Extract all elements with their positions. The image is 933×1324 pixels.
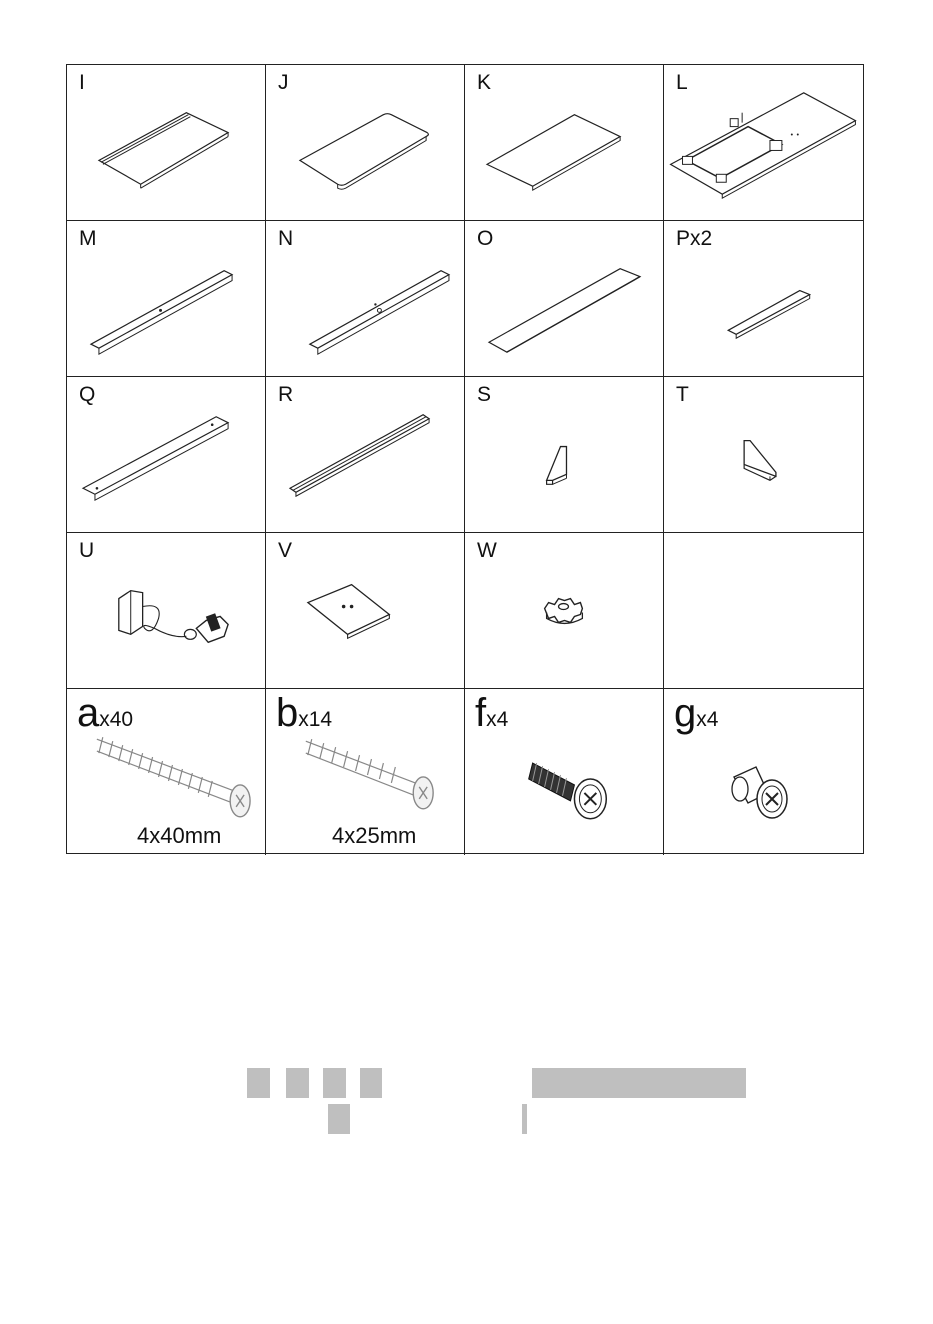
part-cell-j xyxy=(266,65,465,221)
hardware-cell-g xyxy=(664,689,863,855)
part-label: N xyxy=(278,227,294,250)
part-cell-u xyxy=(67,533,266,689)
part-label: I xyxy=(79,71,85,94)
part-cell-m xyxy=(67,221,266,377)
part-cell-t xyxy=(664,377,863,533)
part-cell-s xyxy=(465,377,664,533)
screw-size-label: 4x40mm xyxy=(137,823,222,848)
redacted-block xyxy=(328,1104,350,1134)
hardware-label: bx14 xyxy=(276,691,333,735)
part-label: U xyxy=(79,539,95,562)
hardware-cell-a xyxy=(67,689,266,855)
long-rail-holes-icon xyxy=(266,221,464,376)
hardware-label: ax40 xyxy=(77,691,134,735)
part-label: K xyxy=(477,71,492,94)
redacted-block xyxy=(360,1068,382,1098)
hardware-label: fx4 xyxy=(475,691,509,735)
part-cell-l xyxy=(664,65,863,221)
part-label: M xyxy=(79,227,97,250)
cap-bolt-icon xyxy=(664,689,863,855)
part-cell-o xyxy=(465,221,664,377)
machine-bolt-icon xyxy=(465,689,663,855)
redacted-block xyxy=(323,1068,346,1098)
part-cell-w xyxy=(465,533,664,689)
redacted-block xyxy=(247,1068,270,1098)
power-cable-knob-icon xyxy=(67,533,265,688)
slotted-rail-icon xyxy=(67,377,265,532)
hardware-cell-b xyxy=(266,689,465,855)
hardware-cell-f xyxy=(465,689,664,855)
mounting-plate-icon xyxy=(266,533,464,688)
flat-board-icon xyxy=(465,65,663,220)
desk-frame-board-icon xyxy=(664,65,863,220)
bracket-left-icon xyxy=(465,377,663,532)
part-label: Px2 xyxy=(676,227,713,250)
part-cell-k xyxy=(465,65,664,221)
part-cell-n xyxy=(266,221,465,377)
screw-size-label: 4x25mm xyxy=(332,823,417,848)
short-rail-icon xyxy=(664,221,863,376)
part-label: Q xyxy=(79,383,96,406)
part-label: J xyxy=(278,71,289,94)
thin-panel-icon xyxy=(465,221,663,376)
redacted-block xyxy=(532,1068,746,1098)
parts-grid xyxy=(66,64,864,854)
empty-cell xyxy=(664,533,863,689)
part-cell-p xyxy=(664,221,863,377)
part-label: V xyxy=(278,539,293,562)
channel-rail-icon xyxy=(266,377,464,532)
redacted-block xyxy=(286,1068,309,1098)
redacted-block xyxy=(522,1104,527,1134)
long-rail-icon xyxy=(67,221,265,376)
bracket-right-icon xyxy=(664,377,863,532)
hardware-label: gx4 xyxy=(674,691,719,735)
part-label: O xyxy=(477,227,494,250)
knob-icon xyxy=(465,533,663,688)
part-label: R xyxy=(278,383,294,406)
part-label: T xyxy=(676,383,689,406)
rounded-board-icon xyxy=(266,65,464,220)
part-cell-r xyxy=(266,377,465,533)
part-label: L xyxy=(676,71,688,94)
part-label: S xyxy=(477,383,492,406)
part-label: W xyxy=(477,539,497,562)
part-cell-i xyxy=(67,65,266,221)
part-cell-q xyxy=(67,377,266,533)
part-cell-v xyxy=(266,533,465,689)
tray-board-icon xyxy=(67,65,265,220)
